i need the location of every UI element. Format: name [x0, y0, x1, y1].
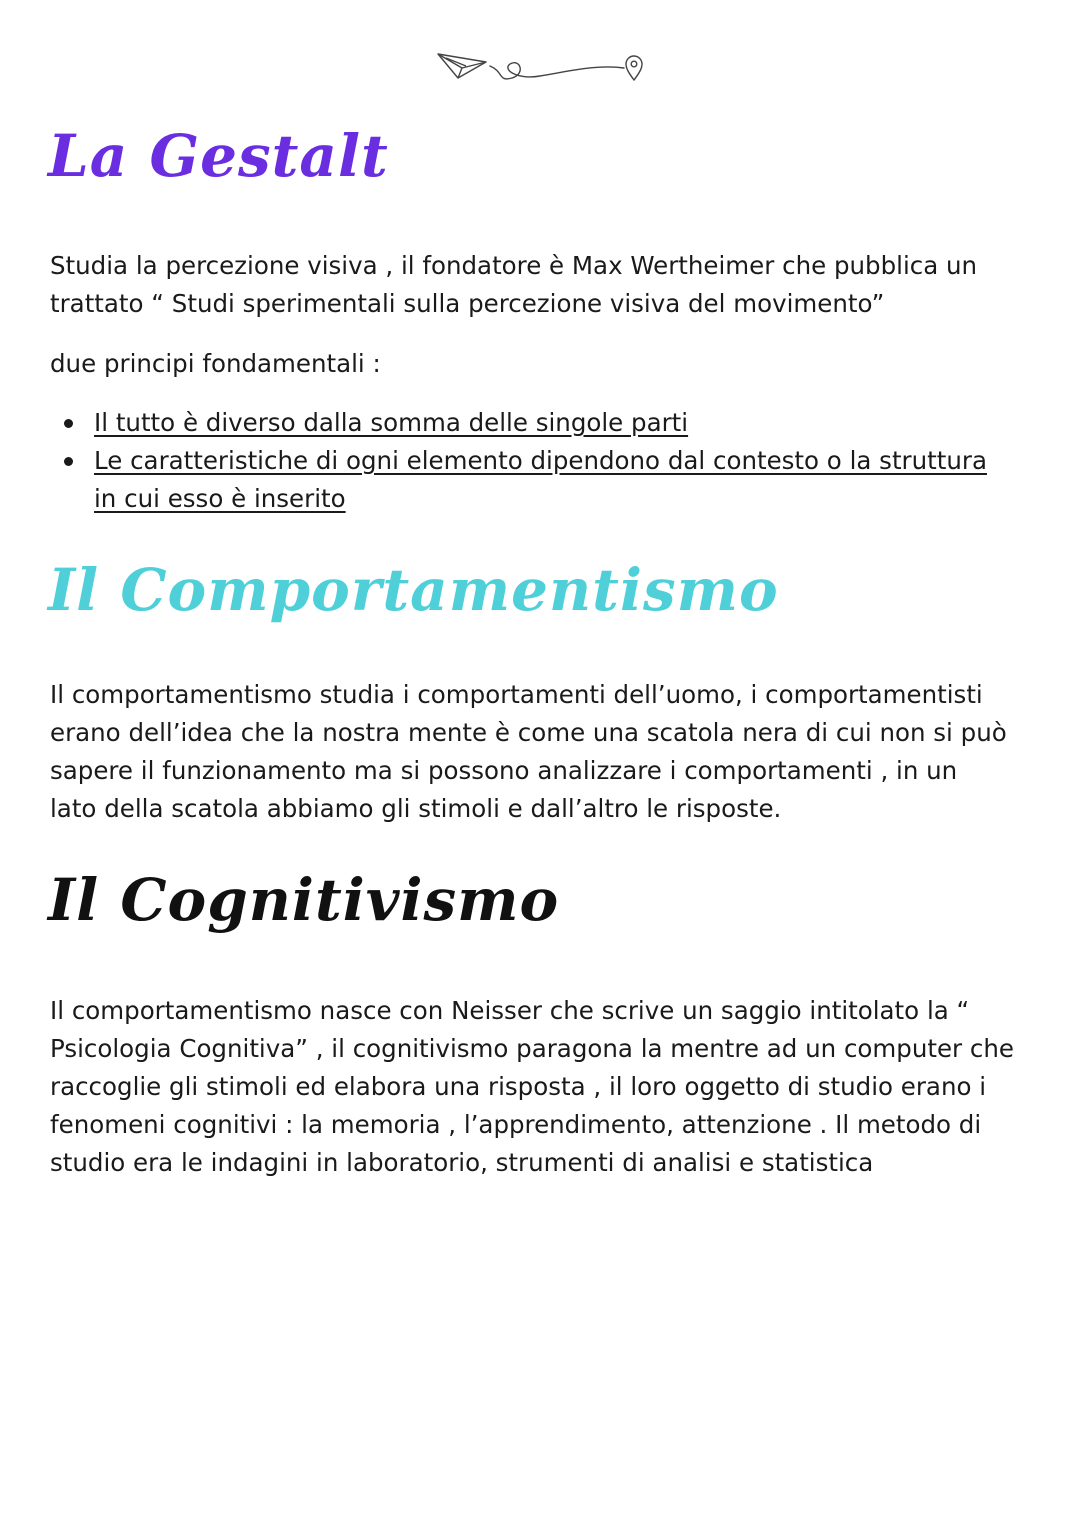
section-title-comportamentismo: Il Comportamentismo: [48, 556, 779, 624]
principles-label: due principi fondamentali :: [50, 349, 381, 378]
location-pin-icon: [626, 56, 642, 80]
section-title-gestalt: La Gestalt: [48, 122, 389, 190]
bullet-icon: [64, 419, 73, 428]
principles-list: [50, 404, 1010, 518]
paper-plane-icon: [438, 54, 486, 78]
list-item: [50, 404, 1010, 442]
dashed-path: [490, 63, 624, 79]
paper-plane-decoration: [436, 44, 648, 94]
section-title-cognitivismo: Il Cognitivismo: [48, 866, 560, 934]
cognitivismo-text: Il comportamentismo nasce con Neisser che scrive un saggio intitolato la “ Psicologia Cognitiva” , il cognitivismo paragona la mentre ad un computer che raccoglie gli stimoli ed elabora una risposta , il loro oggetto di studio erano i fenomeni cognitivi : la memoria , l’apprendimento, attenzione . Il metodo di studio era le indagini in laboratorio, strumenti di analisi e statistica: [50, 996, 1014, 1177]
principle-text: Il tutto è diverso dalla somma delle singole parti: [94, 408, 689, 437]
principle-text: Le caratteristiche di ogni elemento dipendono dal contesto o la struttura in cui esso è inserito: [94, 446, 987, 513]
gestalt-intro: Studia la percezione visiva , il fondatore è Max Wertheimer che pubblica un trattato “ Studi sperimentali sulla percezione visiva del movimento”: [50, 251, 978, 318]
list-item: [50, 442, 1010, 518]
bullet-icon: [64, 457, 73, 466]
comportamentismo-text: Il comportamentismo studia i comportamenti dell’uomo, i comportamentisti erano dell’idea che la nostra mente è come una scatola nera di cui non si può sapere il funzionamento ma si possono analizzare i comportamenti , in un lato della scatola abbiamo gli stimoli e dall’altro le risposte.: [50, 680, 1007, 823]
